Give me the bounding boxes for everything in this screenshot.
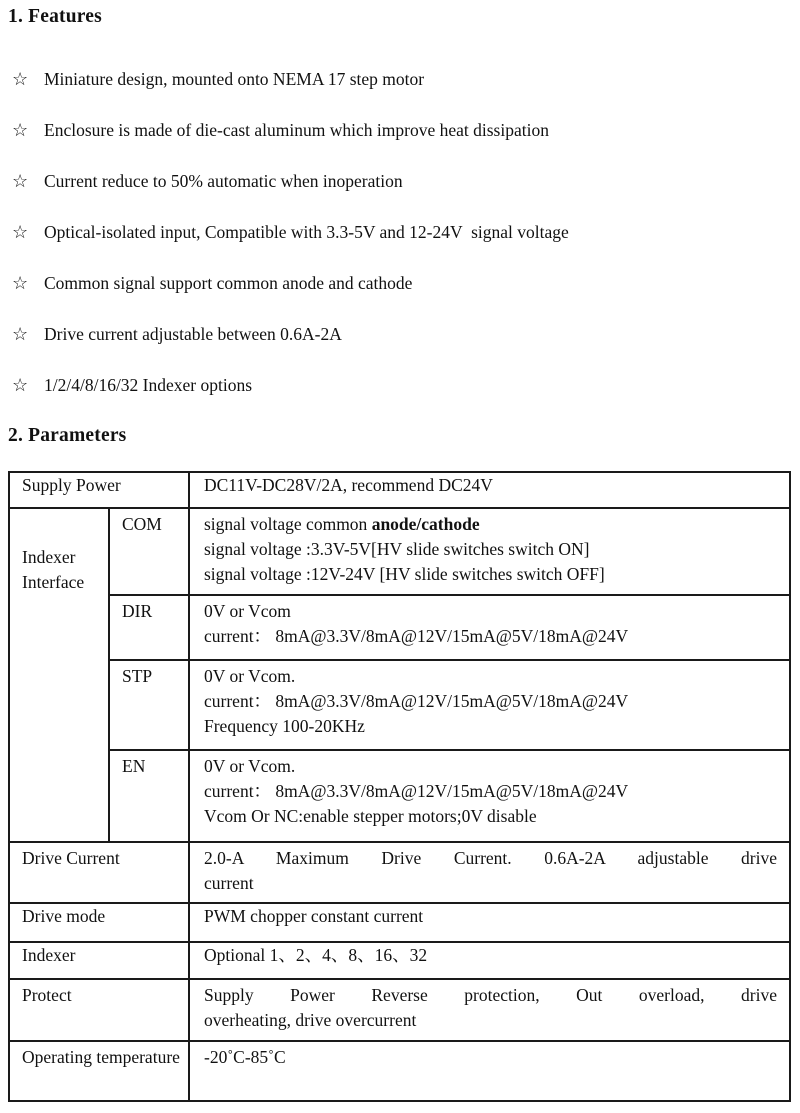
feature-text: Current reduce to 50% automatic when inoperation [44,171,403,191]
cell-line: 0V or Vcom. [204,666,296,686]
table-row [9,508,790,595]
pin-label-stp: STP [109,660,189,750]
table-row [9,942,790,979]
feature-item [8,221,790,244]
operating-temperature-label: Operating temperature [9,1041,189,1101]
table-row [9,842,790,903]
feature-item [8,323,790,346]
feature-item [8,170,790,193]
cell-line: current： 8mA@3.3V/8mA@12V/15mA@5V/18mA@24V [204,691,629,711]
features-heading: 1. Features [8,6,102,27]
star-bullet-icon: ☆ [12,171,29,191]
indexer-value: Optional 1、2、4、8、16、32 [189,942,790,979]
dir-value [189,595,790,660]
cell-line: 2.0-A Maximum Drive Current. 0.6A-2A adjustable drive [204,848,777,868]
com-line1-prefix: signal voltage common [204,514,372,534]
cell-line: Vcom Or NC:enable stepper motors;0V disable [204,806,537,826]
cell-line: Frequency 100-20KHz [204,716,365,736]
feature-text: Optical-isolated input, Compatible with 3.3-5V and 12-24V signal voltage [44,222,569,242]
cell-line: overheating, drive overcurrent [204,1010,417,1030]
feature-text: Drive current adjustable between 0.6A-2A [44,324,342,344]
cell-line: current： 8mA@3.3V/8mA@12V/15mA@5V/18mA@24V [204,626,629,646]
star-bullet-icon: ☆ [12,120,29,140]
drive-current-value [189,842,790,903]
feature-item [8,68,790,91]
drive-mode-label: Drive mode [9,903,189,942]
stp-value [189,660,790,750]
cell-line [204,512,777,537]
cell-line: signal voltage :12V-24V [HV slide switches switch OFF] [204,564,605,584]
star-bullet-icon: ☆ [12,69,29,89]
cell-line: current [204,873,254,893]
parameters-table [8,471,791,1102]
star-bullet-icon: ☆ [12,273,29,293]
en-value [189,750,790,842]
drive-current-label: Drive Current [9,842,189,903]
table-row [9,472,790,508]
star-bullet-icon: ☆ [12,375,29,395]
table-row [9,750,790,842]
feature-text: Common signal support common anode and cathode [44,273,413,293]
table-row [9,595,790,660]
table-row [9,903,790,942]
star-bullet-icon: ☆ [12,222,29,242]
pin-label-dir: DIR [109,595,189,660]
cell-line: Supply Power Reverse protection, Out overload, drive [204,985,777,1005]
drive-mode-value: PWM chopper constant current [189,903,790,942]
features-list [8,68,790,397]
star-bullet-icon: ☆ [12,324,29,344]
feature-text: Miniature design, mounted onto NEMA 17 step motor [44,69,425,89]
cell-line: current： 8mA@3.3V/8mA@12V/15mA@5V/18mA@24V [204,781,629,801]
indexer-interface-label: Indexer Interface [9,508,109,842]
protect-label: Protect [9,979,189,1041]
table-row [9,660,790,750]
table-row [9,979,790,1041]
cell-line: 0V or Vcom [204,601,291,621]
feature-text: 1/2/4/8/16/32 Indexer options [44,375,253,395]
supply-power-label: Supply Power [9,472,189,508]
com-line1-bold: anode/cathode [371,514,480,534]
protect-value [189,979,790,1041]
indexer-label: Indexer [9,942,189,979]
pin-label-com: COM [109,508,189,595]
feature-item [8,119,790,142]
supply-power-value: DC11V-DC28V/2A, recommend DC24V [189,472,790,508]
com-value [189,508,790,595]
operating-temperature-value: -20˚C-85˚C [189,1041,790,1101]
cell-line: 0V or Vcom. [204,756,296,776]
table-row [9,1041,790,1101]
cell-line: signal voltage :3.3V-5V[HV slide switches switch ON] [204,539,590,559]
feature-item [8,374,790,397]
pin-label-en: EN [109,750,189,842]
feature-text: Enclosure is made of die-cast aluminum which improve heat dissipation [44,120,549,140]
feature-item [8,272,790,295]
parameters-heading: 2. Parameters [8,425,127,446]
